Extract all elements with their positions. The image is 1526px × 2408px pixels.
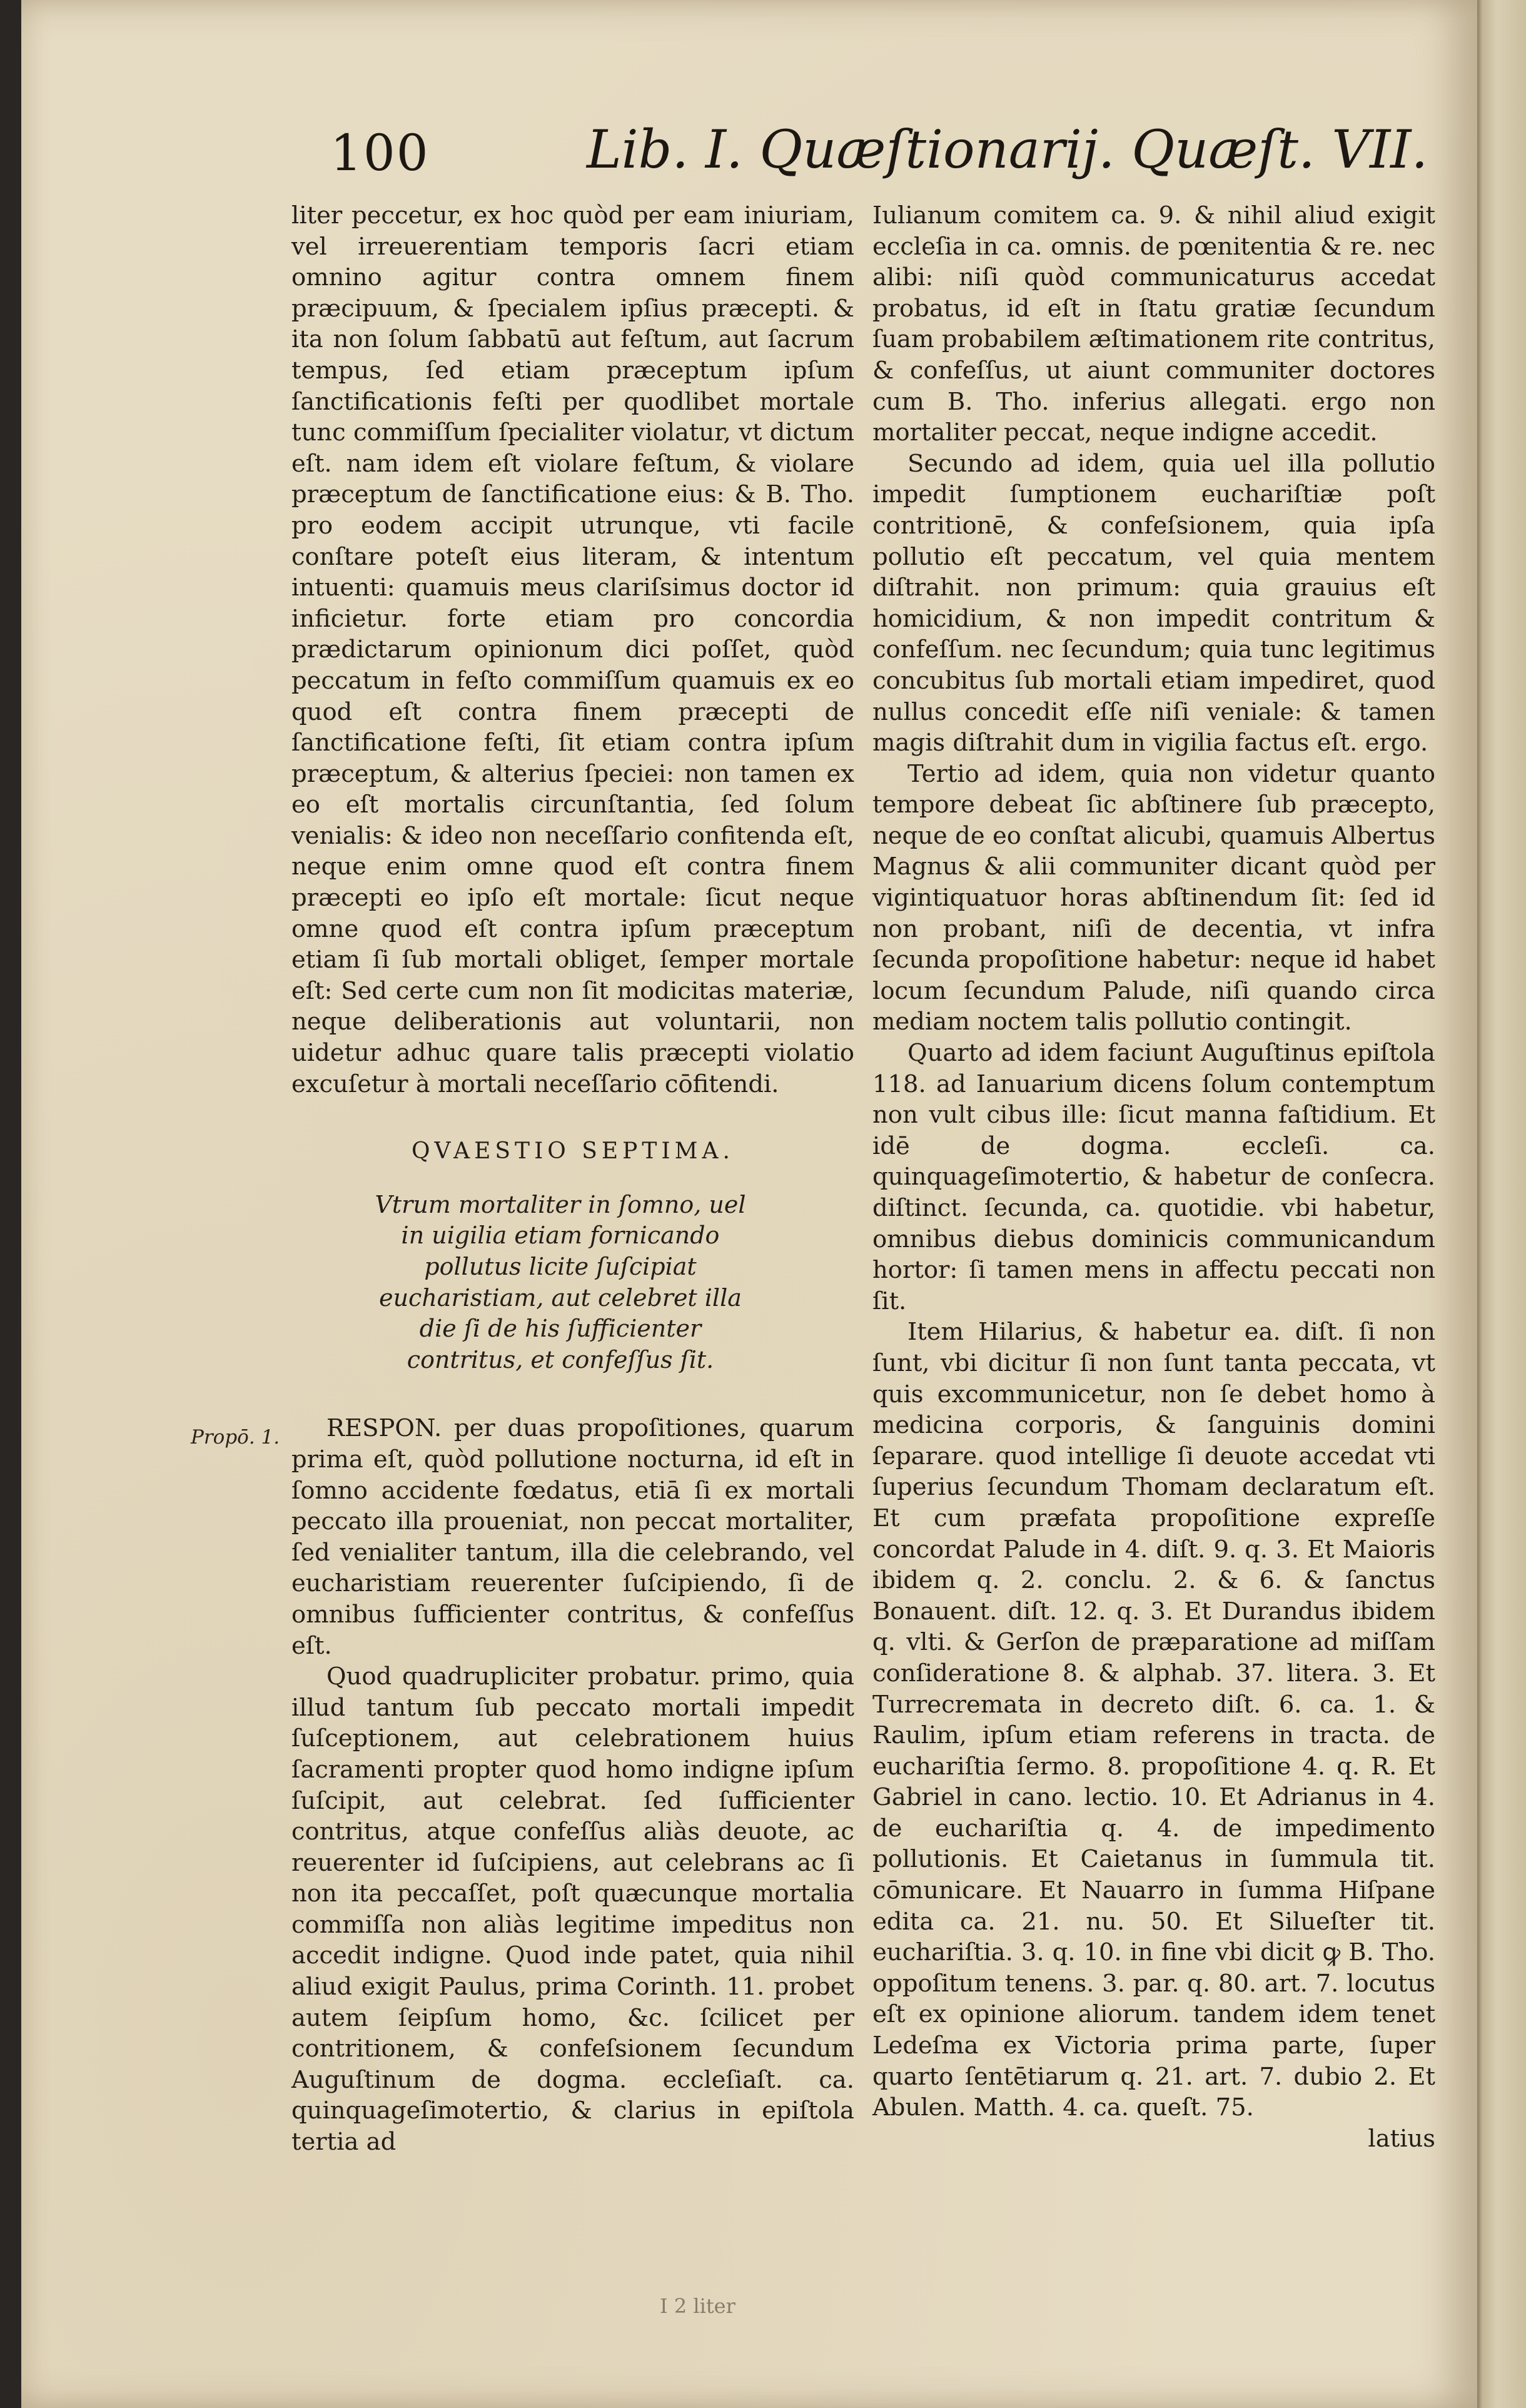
catchword: latius xyxy=(1368,2124,1435,2153)
right-column xyxy=(872,200,1435,2154)
question-title: QVAESTIO SEPTIMA. xyxy=(412,1138,734,1165)
right-paragraph: Iulianum comitem ca. 9. & nihil aliud exigit eccleſia in ca. omnis. de pœnitentia & re. nec alibi: niſi quòd communicaturus accedat probatus, id eſt in ſtatu gratiæ ſecundum ſuam probabilem æſtimationem rite contritus, & confeſſus, ut aiunt communiter doctores cum B. Tho. inferius allegati. ergo non mortaliter peccat, neque indigne accedit. xyxy=(872,201,1435,447)
right-paragraph: Secundo ad idem, quia uel illa pollutio impedit ſumptionem euchariſtiæ poſt contritionē, & confeſsionem, quia ipſa pollutio eſt peccatum, vel quia mentem diſtrahit. non primum: quia grauius eſt homicidium, & non impedit contritum & confeſſum. nec ſecundum; quia tunc legitimus concubitus ſub mortali etiam impediret, quod nullus concedit eſſe niſi veniale: & tamen magis diſtrahit dum in vigilia factus eſt. ergo. xyxy=(872,449,1435,757)
respon-paragraph: RESPON. per duas propoſitiones, quarum prima eſt, quòd pollutione nocturna, id eſt in ſomno accidente fœdatus, etiā ſi ex mortali peccato illa proueniat, non peccat mortaliter, ſed venialiter tantum, illa die celebrando, vel eucharistiam reuerenter ſuſcipiendo, ſi de omnibus ſufficienter contritus, & confeſſus eſt. xyxy=(291,1414,854,1660)
right-paragraph: Item Hilarius, & habetur ea. diſt. ſi non ſunt, vbi dicitur ſi non ſunt tanta peccata, vt quis excommunicetur, non ſe debet homo à medicina corporis, & ſanguinis domini ſeparare. quod intellige ſi deuote accedat vti ſuperius ſecundum Thomam declaratum eſt. Et cum præfata propoſitione expreſſe concordat Palude in 4. diſt. 9. q. 3. Et Maioris ibidem q. 2. conclu. 2. & 6. & ſanctus Bonauent. diſt. 12. q. 3. Et Durandus ibidem q. vlti. & Gerſon de præparatione ad miſſam conſideratione 8. & alphab. 37. litera. 3. Et Turrecremata in decreto diſt. 6. ca. 1. & Raulim, ipſum etiam referens in tracta. de euchariſtia ſermo. 8. propoſitione 4. q. R. Et Gabriel in cano. lectio. 10. Et Adrianus in 4. de euchariſtia q. 4. de impedimento pollutionis. Et Caietanus in ſummula tit. cōmunicare. Et Nauarro in ſumma Hiſpane edita ca. 21. nu. 50. Et Silueſter tit. euchariſtia. 3. q. 10. in fine vbi dicit ꝙ B. Tho. oppoſitum tenens. 3. par. q. 80. art. 7. locutus eſt ex opinione aliorum. tandem idem tenet Ledeſma ex Victoria prima parte, ſuper quarto ſentētiarum q. 21. art. 7. dubio 2. Et Abulen. Matth. 4. ca. queſt. 75. xyxy=(872,1318,1435,2122)
left-column xyxy=(291,200,854,2158)
right-paragraph: Tertio ad idem, quia non videtur quanto tempore debeat ſic abſtinere ſub præcepto, neque de eo conſtat alicubi, quamuis Albertus Magnus & alii communiter dicant quòd per vigintiquatuor horas abſtinendum ſit: ſed id non probant, niſi de decentia, vt infra ſecunda propoſitione habetur: neque id habet locum ſecundum Palude, niſi quando circa mediam noctem talis pollutio contingit. xyxy=(872,759,1435,1036)
signature-mark: I 2 liter xyxy=(660,2294,735,2318)
margin-note-propositio: Propō. 1. xyxy=(191,1426,280,1449)
left-paragraph: liter peccetur, ex hoc quòd per eam iniuriam, vel irreuerentiam temporis ſacri etiam omnino agitur contra omnem finem præcipuum, & ſpecialem ipſius præcepti. & ita non ſolum ſabbatū aut feſtum, aut ſacrum tempus, ſed etiam præceptum ipſum ſanctificationis feſti per quodlibet mortale tunc commiſſum ſpecialiter violatur, vt dictum eſt. nam idem eſt violare feſtum, & violare præceptum de ſanctificatione eius: & B. Tho. pro eodem accipit utrunque, vti facile conſtare poteſt eius literam, & intentum intuenti: quamuis meus clariſsimus doctor id inficietur. forte etiam pro concordia prædictarum opinionum dici poſſet, quòd peccatum in feſto commiſſum quamuis ex eo quod eſt contra finem præcepti de ſanctificatione feſti, ſit etiam contra ipſum præceptum, & alterius ſpeciei: non tamen ex eo eſt mortalis circunſtantia, ſed ſolum venialis: & ideo non neceſſario confitenda eſt, neque enim omne quod eſt contra finem præcepti eo ipſo eſt mortale: ſicut neque omne quod eſt contra ipſum præceptum etiam ſi ſub mortali obliget, ſemper mortale eſt: Sed certe cum non ſit modicitas materiæ, neque deliberationis aut voluntarii, non uidetur adhuc quare talis præcepti violatio excuſetur à mortali neceſſario cōfitendi. xyxy=(291,201,854,1098)
page-header xyxy=(330,119,1468,188)
next-page-edge xyxy=(1477,0,1526,2408)
question-text: Vtrum mortaliter in ſomno, uel in uigilia etiam fornicando pollutus licite ſuſcipiat eucharistiam, aut celebret illa die ſi de his ſufficienter contritus, et confeſſus ſit. xyxy=(375,1190,746,1373)
running-head: Lib. I. Quæſtionarij. Quæſt. VII. xyxy=(587,119,1428,180)
page-number: 100 xyxy=(330,124,430,182)
right-paragraph: Quarto ad idem faciunt Auguſtinus epiſtola 118. ad Ianuarium dicens ſolum contemptum non vult cibus ille: ſicut manna faſtidium. Et idē de dogma. eccleſi. ca. quinquageſimotertio, & habetur de conſecra. diſtinct. ſecunda, ca. quotidie. vbi habetur, omnibus diebus dominicis communicandum hortor: ſi tamen mens in affectu peccati non ſit. xyxy=(872,1039,1435,1315)
proof-paragraph: Quod quadrupliciter probatur. primo, quia illud tantum ſub peccato mortali impedit ſuſceptionem, aut celebrationem huius ſacramenti propter quod homo indigne ipſum ſuſcipit, aut celebrat. ſed ſufficienter contritus, atque confeſſus aliàs deuote, ac reuerenter id ſuſcipiens, aut celebrans ac ſi non ita peccaſſet, poſt quæcunque mortalia commiſſa non aliàs legitime impeditus non accedit indigne. Quod inde patet, quia nihil aliud exigit Paulus, prima Corinth. 11. probet autem ſeipſum homo, &c. ſcilicet per contritionem, & confeſsionem ſecundum Auguſtinum de dogma. eccleſiaſt. ca. quinquageſimotertio, & clarius in epiſtola tertia ad xyxy=(291,1662,854,2157)
